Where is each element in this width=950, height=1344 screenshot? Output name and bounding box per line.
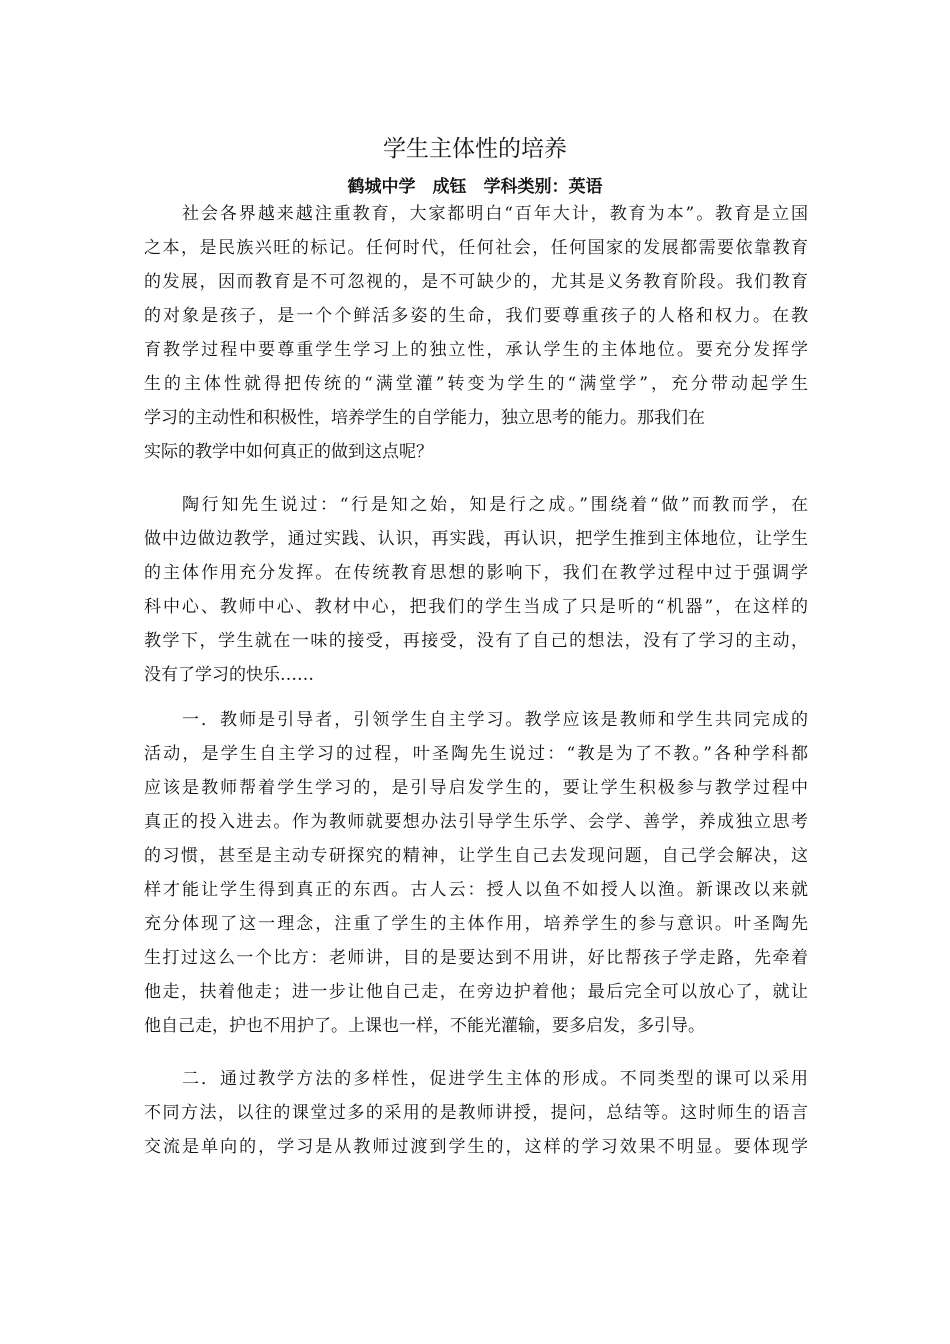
text-line: 交流是单向的，学习是从教师过渡到学生的，这样的学习效果不明显。要体现学 xyxy=(144,1137,808,1157)
text-line: 陶行知先生说过：“行是知之始，知是行之成。”围绕着“做”而教而学，在 xyxy=(182,495,808,515)
text-line: 的对象是孩子，是一个个鲜活多姿的生命，我们要尊重孩子的人格和权力。在教 xyxy=(144,306,808,326)
text-line: 生的主体性就得把传统的“满堂灌”转变为学生的“满堂学”，充分带动起学生 xyxy=(144,374,808,394)
text-line: 做中边做边教学，通过实践、认识，再实践，再认识，把学生推到主体地位，让学生 xyxy=(144,529,808,549)
text-line: 二．通过教学方法的多样性，促进学生主体的形成。不同类型的课可以采用 xyxy=(182,1069,808,1089)
text-line: 实际的教学中如何真正的做到这点呢？ xyxy=(144,442,433,462)
text-line: 活动，是学生自主学习的过程，叶圣陶先生说过：“教是为了不教。”各种学科都 xyxy=(144,744,808,764)
text-line: 充分体现了这一理念，注重了学生的主体作用，培养学生的参与意识。叶圣陶先 xyxy=(144,914,808,934)
text-line: 一．教师是引导者，引领学生自主学习。教学应该是教师和学生共同完成的 xyxy=(182,710,808,730)
document-subtitle: 鹤城中学 成钰 学科类别：英语 xyxy=(347,177,603,197)
text-line: 真正的投入进去。作为教师就要想办法引导学生乐学、会学、善学，养成独立思考 xyxy=(144,812,808,832)
text-line: 的发展，因而教育是不可忽视的，是不可缺少的，尤其是义务教育阶段。我们教育 xyxy=(144,272,808,292)
text-line: 社会各界越来越注重教育，大家都明白“百年大计，教育为本”。教育是立国 xyxy=(182,204,808,224)
text-line: 他自己走，护也不用护了。上课也一样，不能光灌输，要多启发，多引导。 xyxy=(144,1016,705,1036)
text-line: 没有了学习的快乐…… xyxy=(144,665,314,685)
text-line: 他走，扶着他走；进一步让他自己走，在旁边护着他；最后完全可以放心了，就让 xyxy=(144,982,808,1002)
text-line: 不同方法，以往的课堂过多的采用的是教师讲授，提问，总结等。这时师生的语言 xyxy=(144,1103,808,1123)
document-title: 学生主体性的培养 xyxy=(383,136,567,162)
text-line: 样才能让学生得到真正的东西。古人云：授人以鱼不如授人以渔。新课改以来就 xyxy=(144,880,808,900)
text-line: 应该是教师帮着学生学习的，是引导启发学生的，要让学生积极参与教学过程中 xyxy=(144,778,808,798)
text-line: 生打过这么一个比方：老师讲，目的是要达到不用讲，好比帮孩子学走路，先牵着 xyxy=(144,948,808,968)
text-line: 育教学过程中要尊重学生学习上的独立性，承认学生的主体地位。要充分发挥学 xyxy=(144,340,808,360)
text-line: 科中心、教师中心、教材中心，把我们的学生当成了只是听的“机器”，在这样的 xyxy=(144,597,808,617)
text-line: 教学下，学生就在一味的接受，再接受，没有了自己的想法，没有了学习的主动， xyxy=(144,631,808,651)
text-line: 学习的主动性和积极性，培养学生的自学能力，独立思考的能力。那我们在 xyxy=(144,408,705,428)
text-line: 的习惯，甚至是主动专研探究的精神，让学生自己去发现问题，自己学会解决，这 xyxy=(144,846,808,866)
text-line: 之本，是民族兴旺的标记。任何时代，任何社会，任何国家的发展都需要依靠教育 xyxy=(144,238,808,258)
text-line: 的主体作用充分发挥。在传统教育思想的影响下，我们在教学过程中过于强调学 xyxy=(144,563,808,583)
